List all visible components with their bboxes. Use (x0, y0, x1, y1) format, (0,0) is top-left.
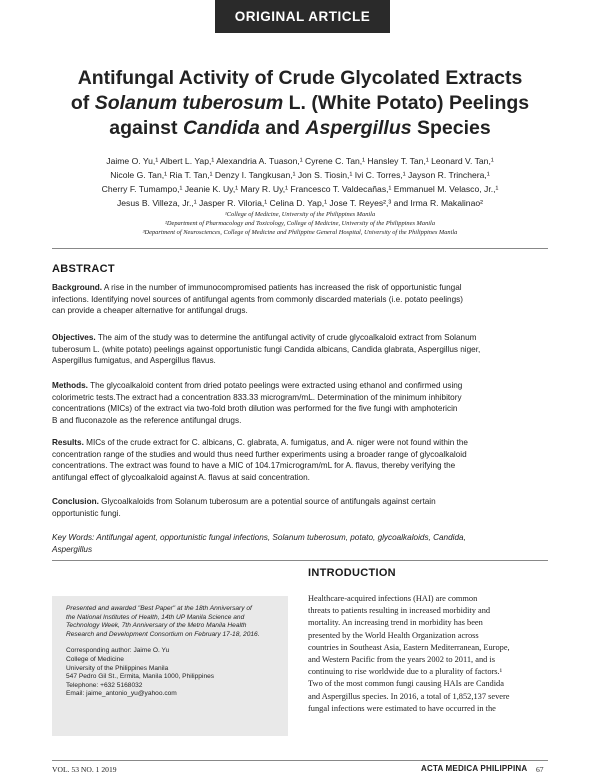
contact-email[interactable]: Email: jaime_antonio_yu@yahoo.com (66, 690, 177, 698)
award-line: Presented and awarded "Best Paper" at the 18th Anniversary of (66, 605, 252, 612)
abstract-heading: ABSTRACT (52, 263, 115, 275)
abstract-conclusion: Conclusion. Glycoalkaloids from Solanum tuberosum are a potential source of antifungals against certain opportunistic fungi. (52, 497, 436, 518)
author-line: Nicole G. Tan,¹ Ria T. Tan,¹ Denzy I. Tangkusan,¹ Jon S. Tiosin,¹ Ivi C. Torres,¹ Jayson R. Trinchera,¹ (110, 170, 490, 180)
contact-line: Telephone: +632 5168032 (66, 681, 143, 689)
author-line: Jaime O. Yu,¹ Albert L. Yap,¹ Alexandria A. Tuason,¹ Cyrene C. Tan,¹ Hansley T. Tan,¹ Leonard V. Tan,¹ (106, 156, 494, 166)
author-list (40, 154, 560, 210)
contact-line: Corresponding author: Jaime O. Yu (66, 647, 170, 655)
abstract-background: Background. A rise in the number of immunocompromised patients has increased the risk of opportunistic fungal infections. Identifying novel sources of antifungal agents from commonly discarded materials (i.e. potato peelings) can provide a cheaper alternative for antifungal drugs. (52, 283, 463, 316)
footer-volume: VOL. 53 NO. 1 2019 (52, 765, 117, 774)
footer-divider (52, 760, 548, 761)
affiliation: ¹College of Medicine, University of the Philippines Manila (224, 211, 376, 218)
introduction-heading: INTRODUCTION (308, 567, 396, 579)
title-line-2: of Solanum tuberosum L. (White Potato) Peelings (70, 92, 530, 114)
affiliation: ²Department of Pharmacology and Toxicology, College of Medicine, University of the Philippines Manila (164, 220, 436, 227)
article-type-banner: ORIGINAL ARTICLE (215, 0, 390, 33)
divider-top (52, 248, 548, 249)
affiliations (40, 210, 560, 237)
title-line-3: against Candida and Aspergillus Species (109, 117, 491, 139)
introduction-text: Healthcare-acquired infections (HAI) are common threats to patients resulting in increased morbidity and mortality. An increasing trend in morbidity has been presented by the World Health Organization across countries in Southeast Asia, Eastern Mediterranean, Europe, and Western Pacific from the years 2002 to 2011, and is continuing to rise worldwide due to a plurality of factors.¹ Two of the most common fungi causing HAIs are Candida and Aspergillus species. In 2016, a total of 1,852,137 severe fungal infections were estimated to have occurred in the (308, 594, 510, 713)
author-line: Cherry F. Tumampo,¹ Jeanie K. Uy,¹ Mary R. Uy,¹ Francesco T. Valdecañas,¹ Emmanuel M. Velasco, Jr.,¹ (101, 184, 499, 194)
contact-line: University of the Philippines Manila (66, 664, 169, 672)
award-line: Technology Week, 7th Anniversary of the Metro Manila Health (66, 622, 247, 630)
page-number: 67 (536, 765, 544, 774)
divider-bottom (52, 560, 548, 561)
footnote-text (66, 605, 288, 699)
affiliation: ³Department of Neurosciences, College of Medicine and Philippine General Hospital, University of the Philippines Manila (142, 229, 458, 236)
footer-journal: ACTA MEDICA PHILIPPINA (421, 764, 528, 773)
award-line: the National Institutes of Health, 14th UP Manila Science and (66, 613, 245, 621)
author-line: Jesus B. Villeza, Jr.,¹ Jasper R. Viloria,¹ Celina D. Yap,¹ Jose T. Reyes²,³ and Irma R. Makalinao² (116, 198, 483, 208)
contact-line: 547 Pedro Gil St., Ermita, Manila 1000, Philippines (66, 673, 215, 681)
abstract-methods: Methods. The glycoalkaloid content from dried potato peelings were extracted using ethanol and confirmed using colorimetric tests.The extract had a concentration 833.33 microgram/mL. Determination of the minimum inhibitory concentrations (MICs) of the extract via two-fold broth dilution was performed for the five fungi with amphotericin B and fluconazole as the reference antifungal drugs. (52, 381, 463, 425)
article-title (40, 66, 560, 141)
contact-line: College of Medicine (66, 655, 124, 663)
abstract-objectives: Objectives. The aim of the study was to determine the antifungal activity of crude glycoalkaloid extract from Solanum tuberosum L. (white potato) peelings against opportunistic fungi Candida albicans, Candida glabrata, Aspergillus niger, Aspergillus fumigatus, and Aspergillus flavus. (52, 333, 481, 366)
keywords: Key Words: Antifungal agent, opportunistic fungal infections, Solanum tuberosum, potato, glycoalkaloids, Candida, Aspergillus (52, 533, 466, 554)
award-line: Research and Development Consortium on February 17-18, 2016. (66, 630, 260, 638)
title-line-1: Antifungal Activity of Crude Glycolated Extracts (77, 67, 523, 89)
abstract-results: Results. MICs of the crude extract for C. albicans, C. glabrata, A. fumigatus, and A. niger were not found within the concentration range of the studies and would thus need further experiments using a broader range of glycoalkaloid concentrations. The extract was found to have a MIC of 104.17microgram/mL for A. flavus, thereby verifying the antifungal effect of glycoalkaloid against A. flavus at said concentration. (52, 438, 468, 482)
